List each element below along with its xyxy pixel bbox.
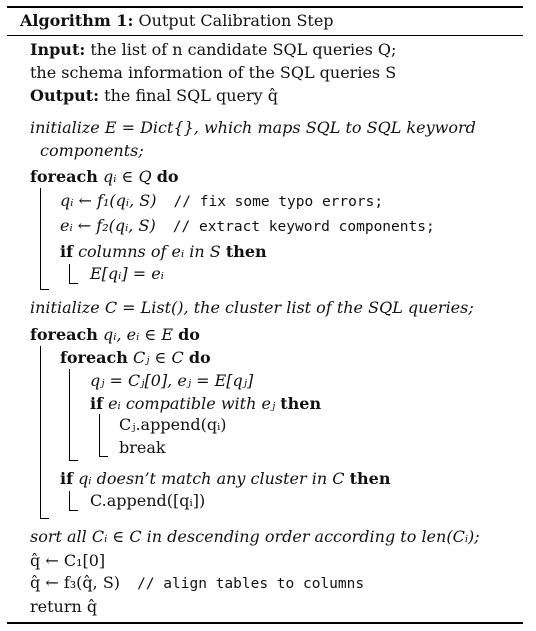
append-c-line: C.append([qᵢ]) <box>90 491 206 510</box>
if-columns-bracket-end <box>69 283 78 284</box>
foreach-cj-bracket-end <box>69 460 78 461</box>
foreach-qi-bracket-end <box>40 289 49 290</box>
foreach-qi-cond: qᵢ ∈ Q <box>103 167 152 186</box>
assign-e-line: E[qᵢ] = eᵢ <box>90 264 164 283</box>
if-keyword-3: if <box>60 469 73 488</box>
foreach-keyword: foreach <box>30 167 98 186</box>
algorithm-title: Output Calibration Step <box>138 11 334 30</box>
if-nomatch-cond: qᵢ doesn’t match any cluster in C <box>78 469 345 488</box>
foreach-qi-bracket <box>40 188 41 289</box>
do-keyword-3: do <box>188 348 211 367</box>
align-expr: q̂ ← f₃(q̂, S) <box>30 573 121 592</box>
init-c-line: initialize C = List(), the cluster list of the SQL queries; <box>30 298 474 317</box>
init-e-line: initialize E = Dict{}, which maps SQL to SQL keyword <box>30 118 476 137</box>
if-compatible-line <box>90 394 321 414</box>
if-keyword: if <box>60 242 73 261</box>
output-line <box>30 86 278 106</box>
return-line: return q̂ <box>30 597 98 616</box>
if-compatible-cond: eᵢ compatible with eⱼ <box>108 394 276 413</box>
output-keyword: Output: <box>30 86 100 105</box>
foreach-qi-ei-line <box>30 325 200 345</box>
foreach-cj-line <box>60 348 211 368</box>
top-rule <box>7 6 523 8</box>
break-line: break <box>119 438 166 457</box>
if-columns-line <box>60 242 267 262</box>
foreach-cj-bracket <box>69 369 70 460</box>
if-compatible-bracket-end <box>99 456 108 457</box>
bottom-rule <box>7 622 523 624</box>
append-cj-line: Cⱼ.append(qᵢ) <box>119 415 227 434</box>
fix-comment: // fix some typo errors; <box>173 194 384 210</box>
do-keyword-2: do <box>178 325 200 344</box>
foreach-qi-ei-bracket-end <box>40 518 49 519</box>
if-columns-bracket <box>69 264 70 283</box>
sort-line: sort all Cᵢ ∈ C in descending order according to len(Cᵢ); <box>30 527 480 546</box>
extract-comment: // extract keyword components; <box>172 219 435 235</box>
then-keyword: then <box>225 242 267 261</box>
then-keyword-2: then <box>280 394 322 413</box>
output-text: the final SQL query q̂ <box>104 86 278 105</box>
align-line <box>30 573 364 594</box>
then-keyword-3: then <box>349 469 391 488</box>
algorithm-heading <box>20 11 334 31</box>
foreach-cj-cond: Cⱼ ∈ C <box>133 348 184 367</box>
heading-rule <box>7 35 523 36</box>
if-keyword-2: if <box>90 394 103 413</box>
qhat-assign-line: q̂ ← C₁[0] <box>30 551 106 570</box>
foreach-qi-ei-cond: qᵢ, eᵢ ∈ E <box>103 325 174 344</box>
fix-typo-line <box>60 191 383 212</box>
if-columns-cond: columns of eᵢ in S <box>78 242 221 261</box>
foreach-qi-ei-bracket <box>40 346 41 518</box>
do-keyword: do <box>156 167 179 186</box>
fix-expr: qᵢ ← f₁(qᵢ, S) <box>60 191 157 210</box>
algorithm-label: Algorithm 1: <box>20 11 134 30</box>
if-compatible-bracket <box>99 414 100 456</box>
foreach-keyword-2: foreach <box>30 325 98 344</box>
foreach-qi-line <box>30 167 179 187</box>
if-nomatch-bracket <box>69 491 70 510</box>
input-line-2: the schema information of the SQL queries S <box>30 63 397 82</box>
align-comment: // align tables to columns <box>137 576 365 592</box>
input-text: the list of n candidate SQL queries Q; <box>90 40 397 59</box>
extract-line <box>60 216 435 237</box>
foreach-keyword-3: foreach <box>60 348 128 367</box>
if-nomatch-bracket-end <box>69 510 78 511</box>
init-e-line-2: components; <box>40 141 144 160</box>
if-nomatch-line <box>60 469 390 489</box>
qj-ej-line: qⱼ = Cⱼ[0], eⱼ = E[qⱼ] <box>90 371 254 390</box>
extract-expr: eᵢ ← f₂(qᵢ, S) <box>60 216 156 235</box>
input-keyword: Input: <box>30 40 86 59</box>
input-line <box>30 40 396 60</box>
